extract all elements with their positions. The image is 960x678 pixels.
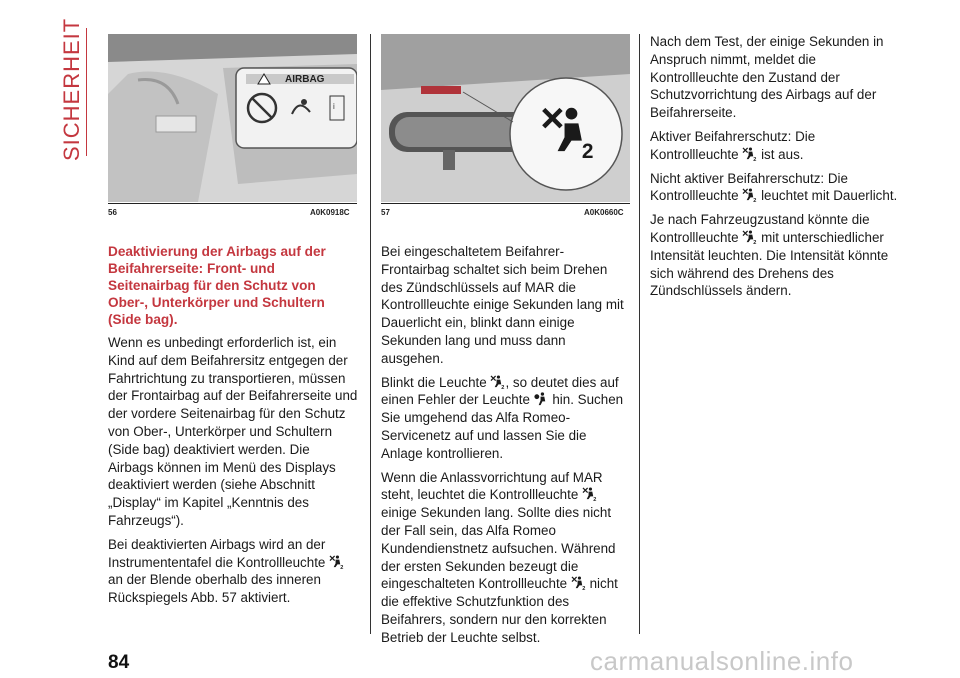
paragraph: Je nach Fahrzeugzustand könnte die Kontrollleuchte mit unterschiedlicher Intensität leuchten. Die Intensität könnte sich während des Drehens des Zündschlüssels ändern. [650,212,889,299]
airbag-off-icon [742,188,757,202]
section-heading: Deaktivierung der Airbags auf der Beifahrerseite: Front- und Seitenairbag für den Schutz von Ober-, Unterkörper und Schultern (Side bag). [108,244,326,327]
airbag-off-icon [582,487,597,501]
airbag-warning-icon [534,392,549,406]
column-3 [650,33,900,306]
airbag-off-icon [742,147,757,161]
paragraph: Aktiver Beifahrerschutz: Die Kontrollleuchte ist aus. [650,128,816,162]
figure-57-rule [381,203,630,204]
figure-57-number: 57 [381,208,390,217]
airbag-off-icon [571,576,586,590]
watermark: carmanualsonline.info [590,646,854,676]
figure-56-rule [108,203,357,204]
column-separator-2 [639,34,640,634]
column-separator [370,34,371,634]
paragraph: Blinkt die Leuchte , so deutet dies auf einen Fehler der Leuchte hin. Suchen Sie umgehend das Alfa Romeo-Servicenetz auf und lassen Sie die Anlage kontrollieren. [381,374,624,461]
svg-text:i: i [333,102,335,111]
page-number: 84 [108,652,130,673]
airbag-label-text: AIRBAG [285,74,325,85]
section-label: SICHERHEIT [59,17,84,161]
paragraph: Bei eingeschaltetem Beifahrer-Frontairbag schaltet sich beim Drehen des Zündschlüssels auf MAR die Kontrollleuchte einige Sekunden lang mit Dauerlicht ein, blinkt dann einige Sekunden lang und muss dann ausgehen. [381,244,624,366]
column-2 [381,243,631,653]
passenger-airbag-off-icon [539,106,597,158]
child-seat-warning-icon [244,90,350,126]
paragraph: Bei deaktivierten Airbags wird an der Instrumententafel die Kontrollleuchte an der Blende oberhalb des inneren Rückspiegels Abb. 57 aktiviert. [108,536,358,607]
figure-57-code: A0K0660C [584,208,624,217]
paragraph: Wenn es unbedingt erforderlich ist, ein Kind auf dem Beifahrersitz entgegen der Fahrtrichtung zu transportieren, müssen der Frontairbag auf der Beifahrerseite und der vordere Seitenairbag für den Schutz von Ober-, Unterkörper und Schultern (Side bag) deaktiviert werden. Die Airbags können im Menü des Displays deaktiviert werden (siehe Abschnitt „Display“ im Kapitel „Kenntnis des Fahrzeugs“). [108,335,358,528]
paragraph: Nach dem Test, der einige Sekunden in Anspruch nimmt, meldet die Kontrollleuchte den Zustand der Schutzvorrichtung des Airbags auf der Beifahrerseite. [650,34,884,121]
airbag-off-icon [490,375,505,389]
paragraph: Nicht aktiver Beifahrerschutz: Die Kontrollleuchte leuchtet mit Dauerlicht. [650,170,898,204]
section-rule [86,28,87,156]
paragraph: Wenn die Anlassvorrichtung auf MAR steht, leuchtet die Kontrollleuchte einige Sekunden lang. Sollte dies nicht der Fall sein, das Alfa Romeo Kundendienstnetz aufsuchen. Während der ersten Sekunden bezeugt die eingeschalteten Kontrollleuchte nicht die effektive Schutzfunktion des Beifahrers, sondern nur den korrekten Betrieb der Leuchte selbst. [381,469,618,645]
column-1 [108,243,358,613]
airbag-off-icon [329,555,344,569]
figure-56-sun-visor [108,34,357,202]
figure-56-code: A0K0918C [310,208,350,217]
figure-56-number: 56 [108,208,117,217]
airbag-off-icon [742,230,757,244]
figure-57-mirror [381,34,630,202]
